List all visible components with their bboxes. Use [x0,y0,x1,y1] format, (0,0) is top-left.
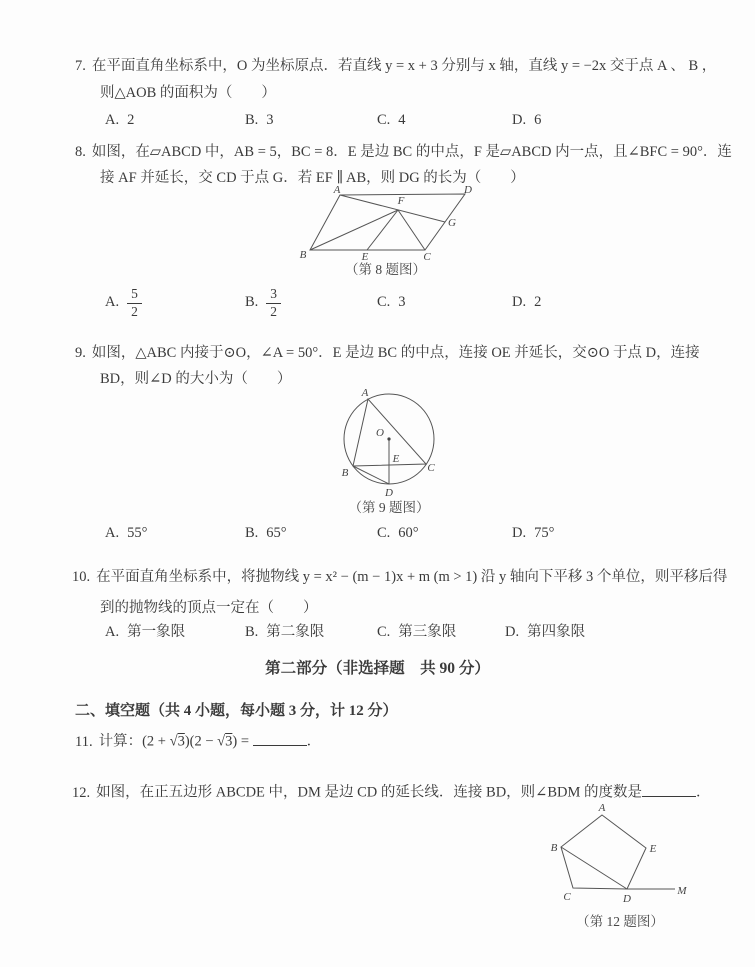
q9-text-line1: 如图，△ABC 内接于⊙O，∠A = 50°．E 是边 BC 的中点，连接 OE 并延长，交⊙O 于点 D，连接 [91,345,700,361]
q7-option-c: C. 4 [377,112,406,128]
q10-text-line1: 在平面直角坐标系中，将抛物线 y = x² − (m − 1)x + m (m > 1) 沿 y 轴向下平移 3 个单位，则平移后得 [96,569,728,585]
pentagon-abcde [561,815,646,889]
figure-q9-circle [327,387,451,499]
q11-prefix: 计算： [98,733,143,750]
vertex-label-c: C [427,462,435,474]
q7-option-a: A. 2 [105,112,135,128]
q8-line2: 接 AF 并延长，交 CD 于点 G．若 EF ∥ AB，则 DG 的长为（ ） [100,170,525,186]
answer-blank [253,730,307,746]
q9-line1 [75,343,700,364]
q7-option-b: B. 3 [245,112,274,128]
figure-q8-caption: （第 8 题图） [345,262,426,277]
figure-q12-pentagon [545,803,695,908]
vertex-label-b: B [341,467,349,479]
q7-text-line1: 在平面直角坐标系中，O 为坐标原点．若直线 y = x + 3 分别与 x 轴，直线 y = −2x 交于点 A 、 B ， [91,58,717,74]
vertex-label-e: E [361,251,369,263]
q9-option-b: B. 65° [245,525,287,541]
vertex-label-g: G [448,217,456,229]
vertex-label-a: A [333,184,341,196]
fraction: $\frac{3}{2}$ [266,287,281,318]
segment-e-f [367,210,398,250]
q8-option-a: A. $\frac{5}{2}$ [105,284,142,322]
q9-option-c: C. 60° [377,525,419,541]
q9-line2: BD，则∠D 的大小为（ ） [100,371,292,387]
segment-b-d [353,466,389,484]
q11-number: 11. [75,733,93,750]
fraction: $\frac{5}{2}$ [127,287,142,318]
figure-q8-parallelogram [293,184,478,263]
q11-suffix: ． [306,733,322,750]
q10-line1 [72,567,727,588]
q7-line1 [75,56,716,77]
vertex-label-b: B [550,842,558,854]
vertex-label-b: B [299,249,307,261]
segment-b-f [310,210,398,250]
vertex-label-c: C [423,251,431,263]
vertex-label-d: D [623,893,631,905]
q8-number: 8. [75,144,86,160]
segment-a-f-g [340,195,445,222]
point-label-e: E [392,453,400,465]
q8-option-b: B. $\frac{3}{2}$ [245,284,281,322]
q12-line1 [72,781,710,804]
vertex-label-f: F [397,195,405,207]
q10-option-a: A. 第一象限 [105,624,186,640]
parallelogram-abcd [310,194,465,250]
figure-q9-caption: （第 9 题图） [348,500,430,515]
segment-b-d [561,847,627,889]
q9-option-d: D. 75° [512,525,555,541]
vertex-label-d: D [464,184,472,196]
q10-line2: 到的抛物线的顶点一定在（ ） [100,600,318,616]
q9-option-a: A. 55° [105,525,148,541]
q10-option-c: C. 第三象限 [377,624,457,640]
answer-blank [642,781,696,797]
figure-q12-caption: （第 12 题图） [576,914,664,929]
q11-expression: (2 + √3)(2 − √3) = [142,733,253,750]
q10-option-b: B. 第二象限 [245,624,325,640]
q10-number: 10. [72,569,91,585]
q8-option-d: D. 2 [512,294,542,311]
q12-text-line1: 如图，在正五边形 ABCDE 中，DM 是边 CD 的延长线．连接 BD，则∠BDM 的度数是 [96,784,642,801]
q8-text-line1: 如图，在▱ABCD 中，AB = 5，BC = 8．E 是边 BC 的中点，F 是▱ABCD 内一点，且∠BFC = 90°．连 [91,144,732,160]
part2-header: 第二部分（非选择题 共 90 分） [265,660,490,677]
vertex-label-a: A [361,387,369,399]
q9-number: 9. [75,345,86,361]
vertex-label-d: D [385,487,393,499]
q11-line [75,730,321,753]
section2-header: 二、填空题（共 4 小题，每小题 3 分，计 12 分） [75,703,398,719]
center-dot-o [387,437,390,440]
vertex-label-c: C [563,891,571,903]
q10-option-d: D. 第四象限 [505,624,586,640]
q12-number: 12. [72,784,91,801]
q8-option-c: C. 3 [377,294,406,311]
q7-option-d: D. 6 [512,112,542,128]
center-label-o: O [376,427,384,439]
point-label-m: M [677,885,687,897]
q7-number: 7. [75,58,86,74]
vertex-label-a: A [598,802,606,814]
q8-line1 [75,142,732,163]
radicand: 3 [225,733,233,750]
q12-suffix: ． [695,784,711,801]
radicand: 3 [177,733,185,750]
q7-line2: 则△AOB 的面积为（ ） [100,85,276,101]
vertex-label-e: E [649,843,657,855]
